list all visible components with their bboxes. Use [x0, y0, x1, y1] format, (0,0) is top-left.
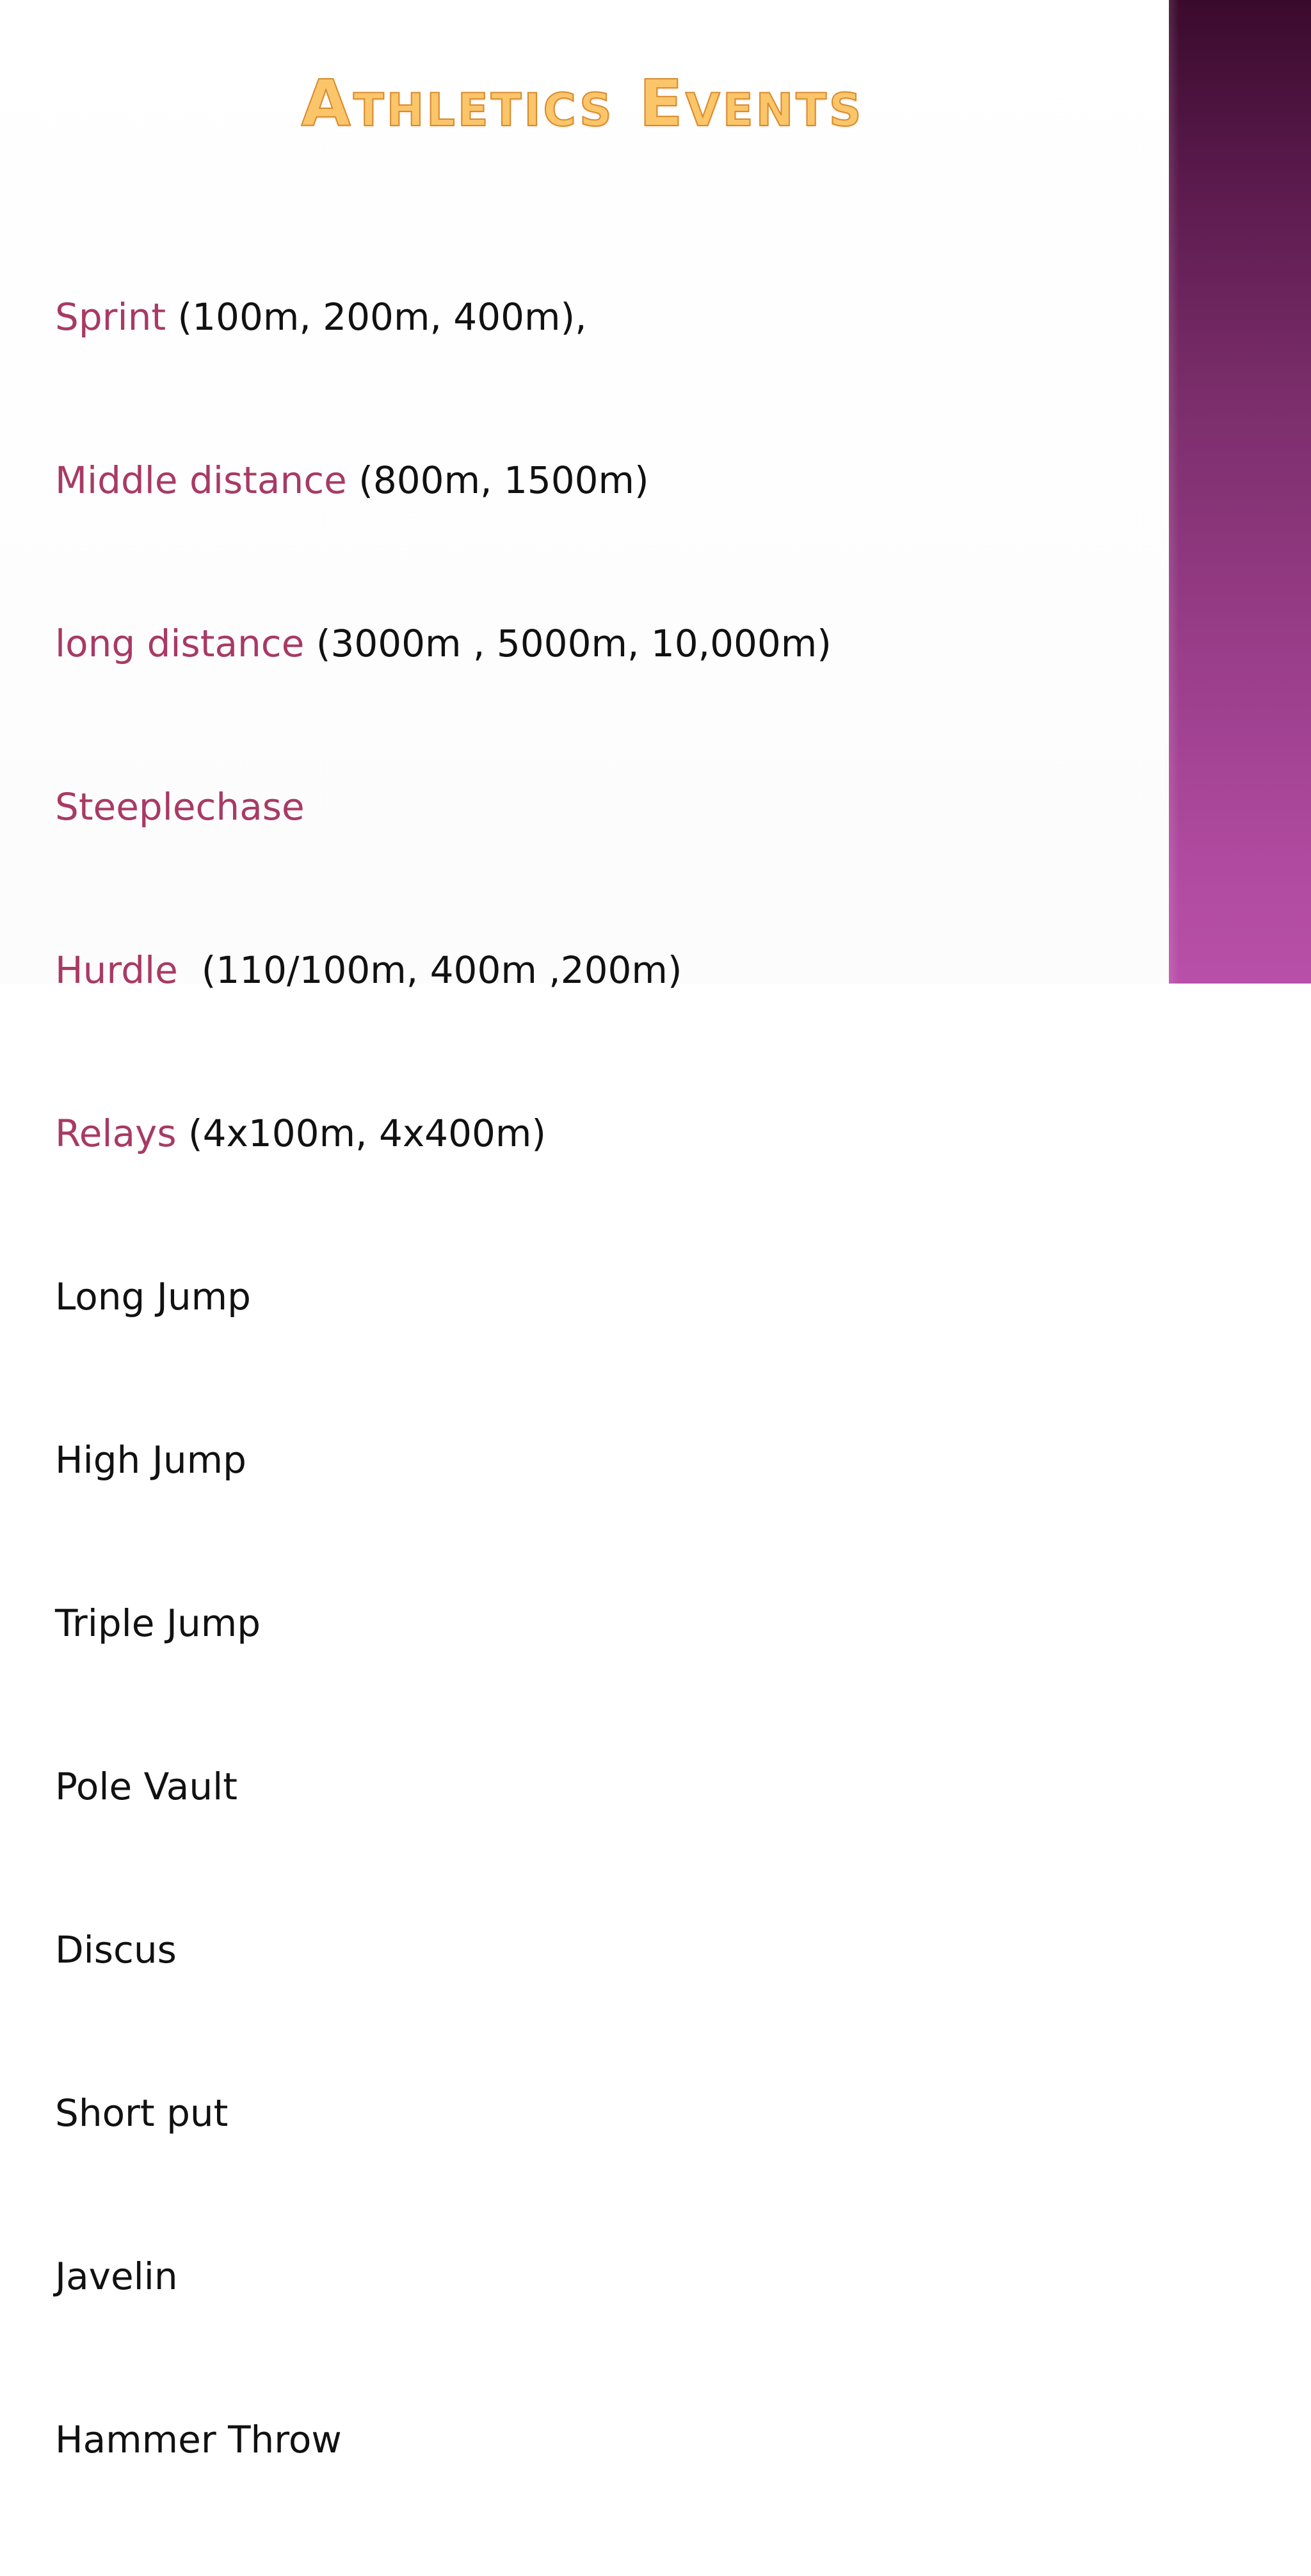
event-detail: (3000m , 5000m, 10,000m) — [304, 622, 832, 665]
list-item — [55, 2249, 832, 2304]
event-name: Pole Vault — [55, 1765, 237, 1808]
list-item — [55, 1923, 832, 1977]
list-item — [55, 1433, 832, 1487]
event-detail: (100m, 200m, 400m), — [166, 295, 587, 339]
list-item — [55, 943, 832, 998]
event-name: Short put — [55, 2091, 229, 2135]
event-name: Steeplechase — [55, 785, 305, 829]
event-detail: (800m, 1500m) — [346, 458, 649, 502]
list-item — [55, 1596, 832, 1651]
decorative-side-band — [1169, 0, 1311, 984]
event-name: Triple Jump — [55, 1601, 261, 1645]
event-name: Relays — [55, 1112, 177, 1155]
event-detail: (110/100m, 400m ,200m) — [177, 948, 682, 992]
event-name: Discus — [55, 1928, 177, 1972]
event-name: Sprint — [55, 295, 166, 339]
event-list — [55, 181, 832, 2576]
list-item — [55, 1760, 832, 1814]
list-item — [55, 780, 832, 834]
event-detail: (4x100m, 4x400m) — [176, 1112, 547, 1155]
list-item — [55, 1106, 832, 1161]
event-name: High Jump — [55, 1438, 246, 1482]
list-item — [55, 1270, 832, 1324]
list-item — [55, 290, 832, 344]
list-item — [55, 453, 832, 508]
event-name: Hammer Throw — [55, 2418, 342, 2461]
event-name: Javelin — [55, 2255, 178, 2298]
event-name: Long Jump — [55, 1275, 251, 1318]
list-item — [55, 2086, 832, 2141]
event-name: Middle distance — [55, 458, 347, 502]
event-name: Hurdle — [55, 948, 178, 992]
event-name: long distance — [55, 622, 305, 665]
list-item — [55, 617, 832, 671]
slide-title: Athletics Events — [301, 66, 864, 141]
list-item — [55, 2413, 832, 2467]
